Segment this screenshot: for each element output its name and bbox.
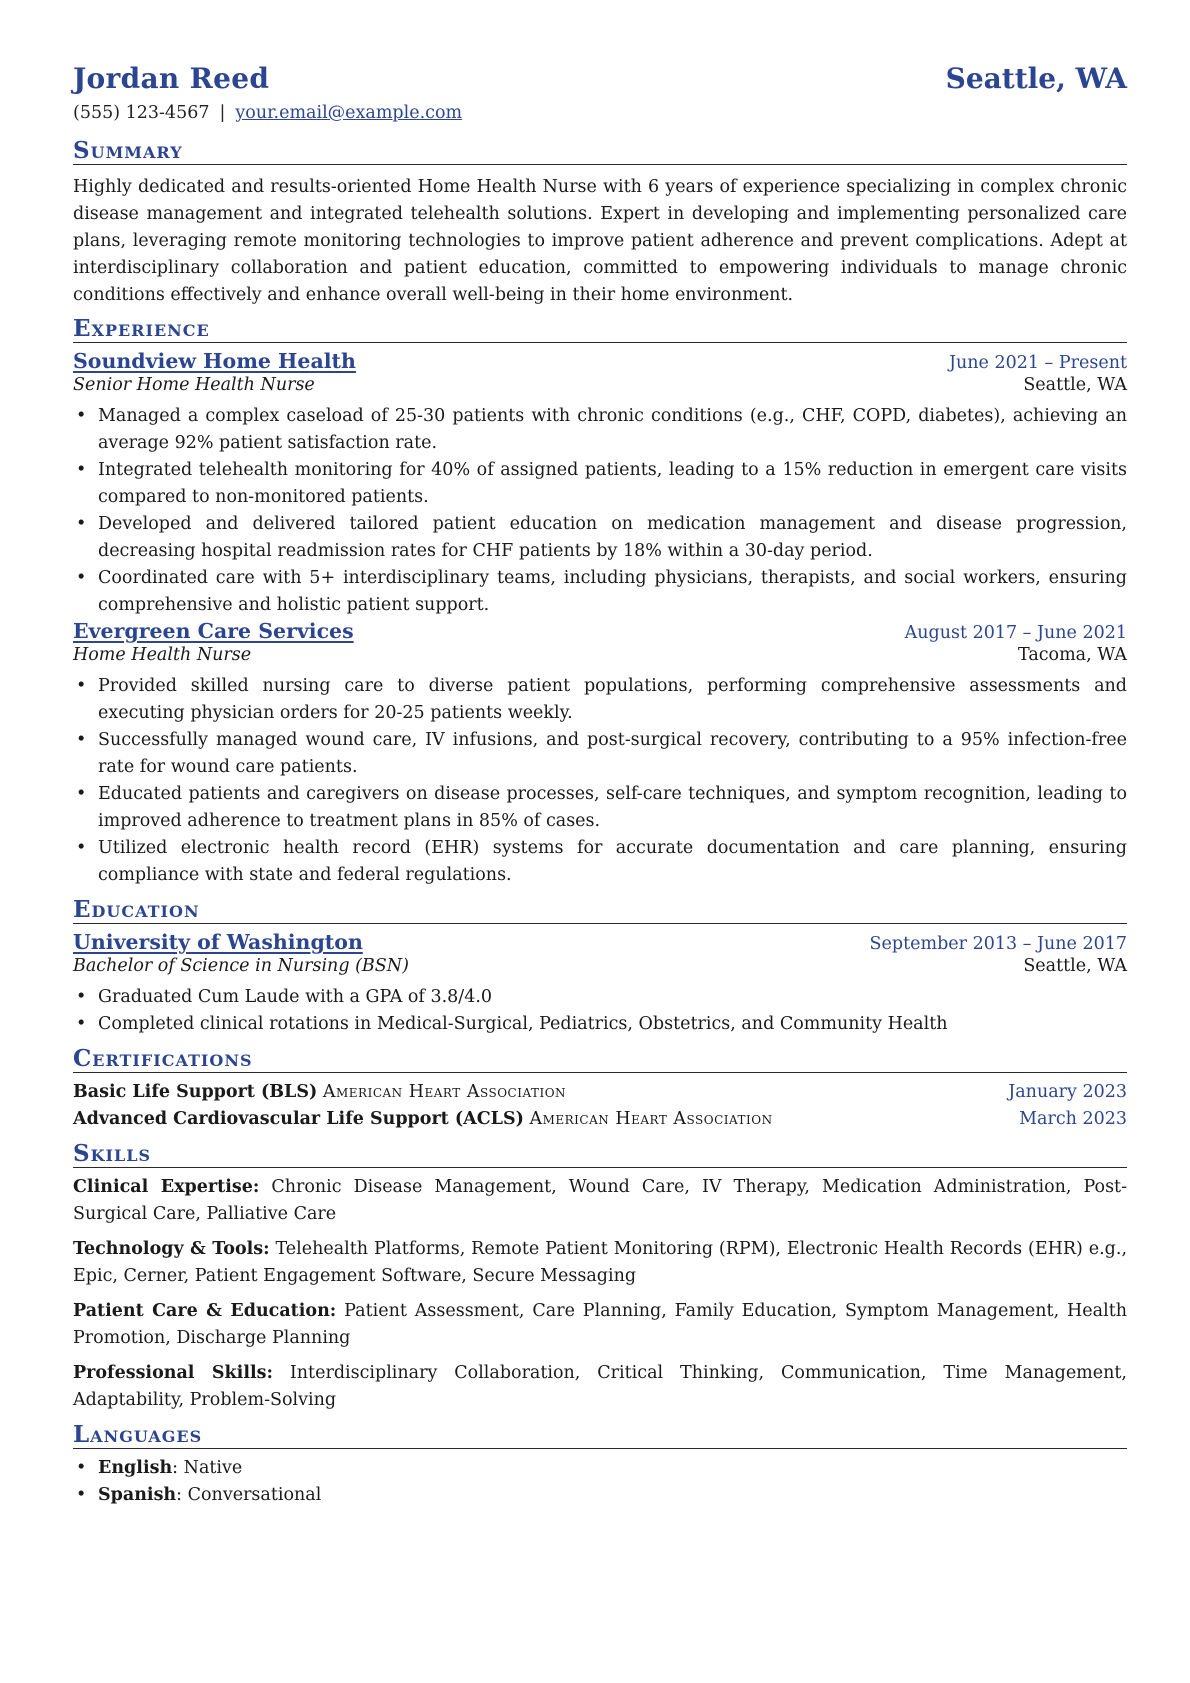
certification-date: March 2023 bbox=[1019, 1109, 1127, 1129]
candidate-name: Jordan Reed bbox=[73, 62, 270, 95]
section-title-education: Education bbox=[73, 897, 1127, 924]
certification-org: American Heart Association bbox=[322, 1082, 567, 1102]
job-location: Seattle, WA bbox=[1023, 375, 1127, 395]
job-entry bbox=[73, 349, 1127, 619]
section-title-languages: Languages bbox=[73, 1422, 1127, 1449]
skill-group-text: Interdisciplinary Collaboration, Critical Thinking, Communication, Time Management, Adaptability, Problem-Solving bbox=[73, 1363, 1127, 1410]
skills-list bbox=[73, 1174, 1127, 1414]
list-item bbox=[76, 565, 1127, 619]
skill-group bbox=[73, 1236, 1127, 1290]
list-item-text: Utilized electronic health record (EHR) systems for accurate documentation and care planning, ensuring compliance with state and federal regulations. bbox=[98, 838, 1127, 885]
list-item bbox=[76, 1482, 1127, 1509]
bullet-icon: • bbox=[76, 406, 87, 426]
list-item-text: Managed a complex caseload of 25-30 patients with chronic conditions (e.g., CHF, COPD, diabetes), achieving an average 92% patient satisfaction rate. bbox=[98, 406, 1127, 453]
certification-row bbox=[73, 1106, 1127, 1133]
job-header-row bbox=[73, 619, 1127, 643]
candidate-location: Seattle, WA bbox=[945, 62, 1127, 95]
bullet-icon: • bbox=[76, 838, 87, 858]
contact-line bbox=[73, 103, 1127, 123]
job-location: Tacoma, WA bbox=[1018, 645, 1127, 665]
bullet-icon: • bbox=[76, 568, 87, 588]
bullet-icon: • bbox=[76, 987, 87, 1007]
education-header-row bbox=[73, 930, 1127, 954]
certification-row bbox=[73, 1079, 1127, 1106]
language-name: Spanish bbox=[98, 1485, 177, 1505]
list-item bbox=[76, 835, 1127, 889]
languages-list bbox=[73, 1455, 1127, 1509]
email-link[interactable]: your.email@example.com bbox=[235, 103, 463, 123]
skill-group-text: Telehealth Platforms, Remote Patient Monitoring (RPM), Electronic Health Records (EHR) e.g., Epic, Cerner, Patient Engagement Software, Secure Messaging bbox=[73, 1239, 1128, 1286]
skill-group-text: Chronic Disease Management, Wound Care, IV Therapy, Medication Administration, Post-Surgical Care, Palliative Care bbox=[73, 1177, 1127, 1224]
list-item bbox=[76, 727, 1127, 781]
list-item-text: Graduated Cum Laude with a GPA of 3.8/4.0 bbox=[98, 987, 493, 1007]
bullet-icon: • bbox=[76, 676, 87, 696]
job-company-link[interactable]: Evergreen Care Services bbox=[73, 619, 354, 643]
skill-group bbox=[73, 1360, 1127, 1414]
skill-group-label: Technology & Tools: bbox=[73, 1239, 270, 1259]
job-bullet-list bbox=[73, 403, 1127, 619]
list-item-text: Developed and delivered tailored patient education on medication management and disease progression, decreasing hospital readmission rates for CHF patients by 18% within a 30-day period. bbox=[98, 514, 1127, 561]
education-bullet-list bbox=[73, 984, 1127, 1038]
bullet-icon: • bbox=[76, 784, 87, 804]
job-dates: June 2021 – Present bbox=[948, 353, 1127, 373]
list-item bbox=[76, 781, 1127, 835]
job-company-link[interactable]: Soundview Home Health bbox=[73, 349, 356, 373]
certification-list bbox=[73, 1079, 1127, 1133]
job-subheader-row bbox=[73, 645, 1127, 665]
list-item bbox=[76, 1455, 1127, 1482]
language-level: : Conversational bbox=[176, 1485, 322, 1505]
list-item-text: Successfully managed wound care, IV infusions, and post-surgical recovery, contributing to a 95% infection-free rate for wound care patients. bbox=[98, 730, 1127, 777]
list-item bbox=[76, 673, 1127, 727]
certification-date: January 2023 bbox=[1008, 1082, 1127, 1102]
education-entry bbox=[73, 930, 1127, 1038]
skill-group-label: Professional Skills: bbox=[73, 1363, 273, 1383]
education-location: Seattle, WA bbox=[1023, 956, 1127, 976]
job-entry bbox=[73, 619, 1127, 889]
section-title-skills: Skills bbox=[73, 1141, 1127, 1168]
language-name: English bbox=[98, 1458, 173, 1478]
contact-separator: | bbox=[219, 103, 226, 123]
education-dates: September 2013 – June 2017 bbox=[869, 934, 1127, 954]
job-role: Home Health Nurse bbox=[73, 645, 252, 665]
list-item bbox=[76, 984, 1127, 1011]
bullet-icon: • bbox=[76, 514, 87, 534]
bullet-icon: • bbox=[76, 1458, 87, 1478]
summary-text: Highly dedicated and results-oriented Home Health Nurse with 6 years of experience specializing in complex chronic disease management and integrated telehealth solutions. Expert in developing and implementing personalized care plans, leveraging remote monitoring technologies to improve patient adherence and prevent complications. Adept at interdisciplinary collaboration and patient education, committed to empowering individuals to manage chronic conditions effectively and enhance overall well-being in their home environment. bbox=[73, 177, 1127, 305]
skill-group-text: Patient Assessment, Care Planning, Family Education, Symptom Management, Health Promotion, Discharge Planning bbox=[73, 1301, 1127, 1348]
list-item-text: Completed clinical rotations in Medical-Surgical, Pediatrics, Obstetrics, and Community Health bbox=[98, 1014, 948, 1034]
list-item bbox=[76, 1011, 1127, 1038]
resume-header bbox=[73, 62, 1127, 95]
bullet-icon: • bbox=[76, 730, 87, 750]
degree: Bachelor of Science in Nursing (BSN) bbox=[73, 956, 409, 976]
list-item-text: Provided skilled nursing care to diverse patient populations, performing comprehensive assessments and executing physician orders for 20-25 patients weekly. bbox=[98, 676, 1127, 723]
education-subheader-row bbox=[73, 956, 1127, 976]
job-subheader-row bbox=[73, 375, 1127, 395]
job-dates: August 2017 – June 2021 bbox=[904, 623, 1127, 643]
certification-name: Advanced Cardiovascular Life Support (ACLS) bbox=[73, 1109, 524, 1129]
section-title-summary: Summary bbox=[73, 138, 1127, 165]
resume-content bbox=[73, 62, 1127, 1509]
list-item bbox=[76, 511, 1127, 565]
skill-group-label: Clinical Expertise: bbox=[73, 1177, 260, 1197]
section-title-experience: Experience bbox=[73, 316, 1127, 343]
list-item-text: Coordinated care with 5+ interdisciplinary teams, including physicians, therapists, and social workers, ensuring comprehensive and holistic patient support. bbox=[98, 568, 1127, 615]
list-item bbox=[76, 403, 1127, 457]
job-bullet-list bbox=[73, 673, 1127, 889]
certification-org: American Heart Association bbox=[529, 1109, 773, 1129]
bullet-icon: • bbox=[76, 1014, 87, 1034]
list-item-text: Educated patients and caregivers on disease processes, self-care techniques, and symptom recognition, leading to improved adherence to treatment plans in 85% of cases. bbox=[98, 784, 1127, 831]
school-name-link[interactable]: University of Washington bbox=[73, 930, 363, 954]
job-header-row bbox=[73, 349, 1127, 373]
section-title-certifications: Certifications bbox=[73, 1046, 1127, 1073]
certification-info bbox=[73, 1079, 566, 1106]
skill-group-label: Patient Care & Education: bbox=[73, 1301, 337, 1321]
list-item-text: Integrated telehealth monitoring for 40% of assigned patients, leading to a 15% reduction in emergent care visits compared to non-monitored patients. bbox=[98, 460, 1127, 507]
language-level: : Native bbox=[172, 1458, 243, 1478]
certification-info bbox=[73, 1106, 773, 1133]
skill-group bbox=[73, 1174, 1127, 1228]
list-item bbox=[76, 457, 1127, 511]
bullet-icon: • bbox=[76, 1485, 87, 1505]
skill-group bbox=[73, 1298, 1127, 1352]
job-role: Senior Home Health Nurse bbox=[73, 375, 315, 395]
bullet-icon: • bbox=[76, 460, 87, 480]
certification-name: Basic Life Support (BLS) bbox=[73, 1082, 318, 1102]
phone-number: (555) 123-4567 bbox=[73, 103, 210, 123]
